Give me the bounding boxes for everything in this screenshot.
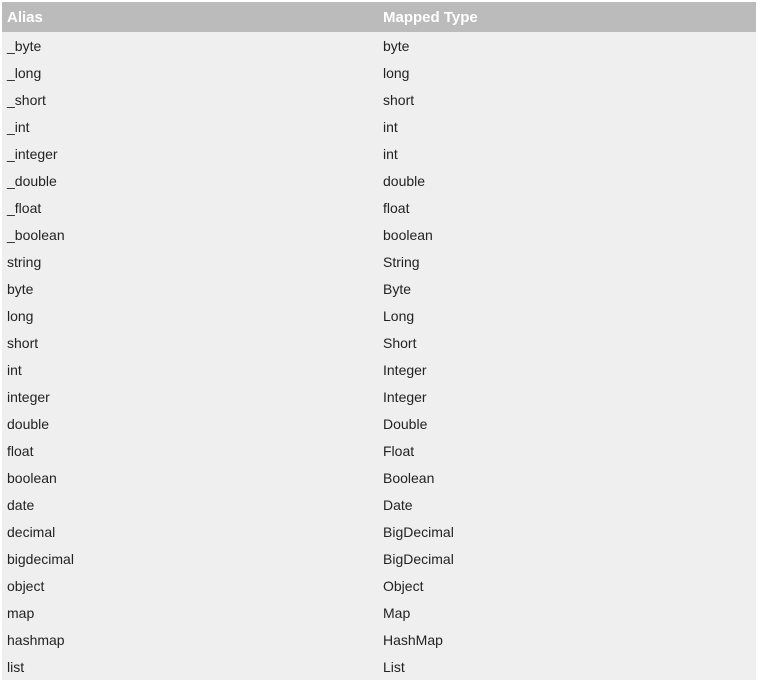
table-row <box>2 86 756 113</box>
mapped-type-cell: long <box>378 59 756 86</box>
alias-cell: integer <box>2 383 378 410</box>
table-row <box>2 491 756 518</box>
table-row <box>2 653 756 680</box>
mapped-type-cell: Long <box>378 302 756 329</box>
table-row <box>2 356 756 383</box>
table-body <box>2 32 756 680</box>
table-row <box>2 113 756 140</box>
table-row <box>2 626 756 653</box>
mapped-type-cell: HashMap <box>378 626 756 653</box>
mapped-type-cell: Boolean <box>378 464 756 491</box>
mapped-type-cell: Integer <box>378 383 756 410</box>
table-row <box>2 140 756 167</box>
alias-cell: int <box>2 356 378 383</box>
alias-cell: string <box>2 248 378 275</box>
alias-cell: object <box>2 572 378 599</box>
alias-cell: date <box>2 491 378 518</box>
mapped-type-cell: Double <box>378 410 756 437</box>
alias-cell: _long <box>2 59 378 86</box>
table-row <box>2 410 756 437</box>
table-row <box>2 383 756 410</box>
table-row <box>2 545 756 572</box>
alias-mapping-table <box>2 2 756 680</box>
table-row <box>2 221 756 248</box>
table-row <box>2 302 756 329</box>
alias-cell: byte <box>2 275 378 302</box>
mapped-type-cell: double <box>378 167 756 194</box>
alias-cell: list <box>2 653 378 680</box>
alias-cell: boolean <box>2 464 378 491</box>
mapped-type-cell: int <box>378 113 756 140</box>
mapped-type-cell: Byte <box>378 275 756 302</box>
alias-cell: hashmap <box>2 626 378 653</box>
table-row <box>2 59 756 86</box>
mapped-type-cell: short <box>378 86 756 113</box>
mapped-type-cell: List <box>378 653 756 680</box>
alias-cell: decimal <box>2 518 378 545</box>
header-row <box>2 2 756 32</box>
table-row <box>2 329 756 356</box>
header-alias: Alias <box>2 2 378 32</box>
mapped-type-cell: int <box>378 140 756 167</box>
mapped-type-cell: Integer <box>378 356 756 383</box>
table-row <box>2 572 756 599</box>
mapped-type-cell: BigDecimal <box>378 545 756 572</box>
alias-cell: map <box>2 599 378 626</box>
mapped-type-cell: Date <box>378 491 756 518</box>
alias-cell: _float <box>2 194 378 221</box>
mapped-type-cell: Object <box>378 572 756 599</box>
alias-cell: bigdecimal <box>2 545 378 572</box>
alias-cell: _boolean <box>2 221 378 248</box>
table-row <box>2 464 756 491</box>
alias-cell: long <box>2 302 378 329</box>
mapped-type-cell: String <box>378 248 756 275</box>
table-row <box>2 32 756 59</box>
table-row <box>2 167 756 194</box>
alias-cell: short <box>2 329 378 356</box>
alias-cell: _int <box>2 113 378 140</box>
table-row <box>2 437 756 464</box>
table-row <box>2 194 756 221</box>
table-header <box>2 2 756 32</box>
table-row <box>2 518 756 545</box>
table-row <box>2 248 756 275</box>
mapped-type-cell: boolean <box>378 221 756 248</box>
mapped-type-cell: Map <box>378 599 756 626</box>
mapped-type-cell: BigDecimal <box>378 518 756 545</box>
mapped-type-cell: float <box>378 194 756 221</box>
alias-mapping-table-wrapper <box>2 2 756 680</box>
mapped-type-cell: byte <box>378 32 756 59</box>
alias-cell: double <box>2 410 378 437</box>
alias-cell: _integer <box>2 140 378 167</box>
mapped-type-cell: Float <box>378 437 756 464</box>
table-row <box>2 275 756 302</box>
header-mapped-type: Mapped Type <box>378 2 756 32</box>
table-row <box>2 599 756 626</box>
alias-cell: _short <box>2 86 378 113</box>
alias-cell: _double <box>2 167 378 194</box>
alias-cell: _byte <box>2 32 378 59</box>
mapped-type-cell: Short <box>378 329 756 356</box>
alias-cell: float <box>2 437 378 464</box>
